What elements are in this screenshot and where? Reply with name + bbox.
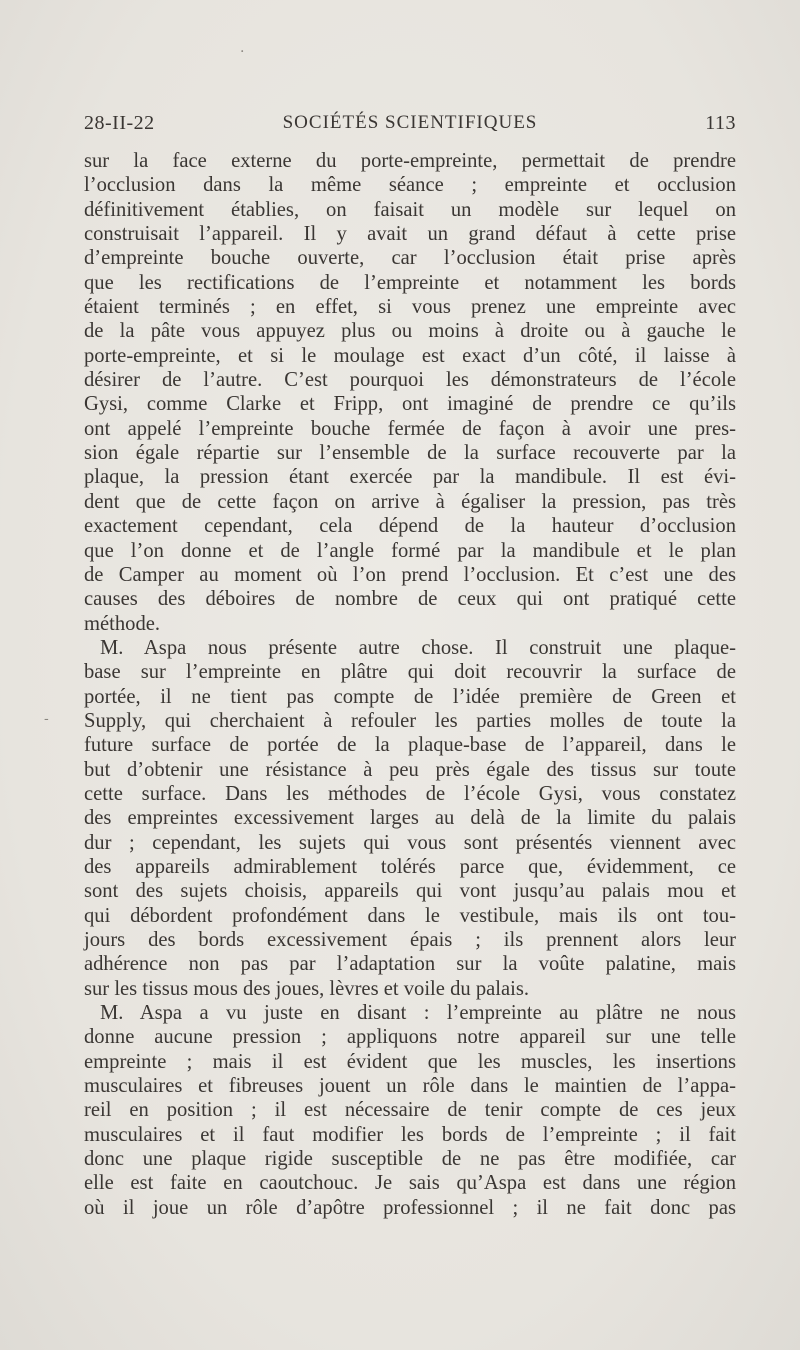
text-line: où il joue un rôle d’apôtre professionnel ; il ne fait donc pas [84, 1196, 736, 1219]
text-line: base sur l’empreinte en plâtre qui doit recouvrir la surface de [84, 661, 736, 684]
text-line: méthode. [84, 612, 161, 635]
text-line: d’empreinte bouche ouverte, car l’occlusion était prise après [84, 247, 736, 270]
header-title: SOCIÉTÉS SCIENTIFIQUES [282, 112, 538, 133]
text-line: des appareils admirablement tolérés parce que, évidemment, ce [84, 855, 736, 878]
text-line: reil en position ; il est nécessaire de tenir compte de ces jeux [84, 1099, 736, 1122]
text-line: l’occlusion dans la même séance ; empreinte et occlusion [84, 174, 736, 197]
text-line: de Camper au moment où l’on prend l’occlusion. Et c’est une des [84, 563, 736, 586]
text-line: plaque, la pression étant exercée par la mandibule. Il est évi- [84, 466, 736, 489]
page-number: 113 [705, 112, 736, 134]
text-line: causes des déboires de nombre de ceux qui ont pratiqué cette [84, 588, 736, 611]
text-line: adhérence non pas par l’adaptation sur la voûte palatine, mais [84, 953, 736, 976]
text-line: but d’obtenir une résistance à peu près égale des tissus sur toute [84, 758, 736, 781]
text-line: empreinte ; mais il est évident que les muscles, les insertions [84, 1050, 736, 1073]
text-line: étaient terminés ; en effet, si vous prenez une empreinte avec [84, 296, 736, 319]
speck-mark: - [44, 711, 49, 727]
text-line: portée, il ne tient pas compte de l’idée première de Green et [84, 685, 736, 708]
text-line: elle est faite en caoutchouc. Je sais qu’Aspa est dans une région [84, 1172, 736, 1195]
text-line: sur les tissus mous des joues, lèvres et voile du palais. [84, 977, 529, 1000]
text-line: définitivement établies, on faisait un modèle sur lequel on [84, 198, 736, 221]
running-header [84, 112, 736, 138]
text-line: porte-empreinte, et si le moulage est exact d’un côté, il laisse à [84, 344, 736, 367]
text-line: ont appelé l’empreinte bouche fermée de façon à avoir une pres- [84, 417, 736, 440]
text-line: Supply, qui cherchaient à refouler les parties molles de toute la [84, 709, 736, 732]
text-line: désirer de l’autre. C’est pourquoi les démonstrateurs de l’école [84, 369, 736, 392]
text-line: donc une plaque rigide susceptible de ne pas être modifiée, car [84, 1148, 736, 1171]
text-line: musculaires et fibreuses jouent un rôle dans le maintien de l’appa- [84, 1075, 736, 1098]
text-line: jours des bords excessivement épais ; ils prennent alors leur [84, 929, 736, 951]
text-line: musculaires et il faut modifier les bords de l’empreinte ; il fait [84, 1123, 736, 1146]
text-line: donne aucune pression ; appliquons notre appareil sur une telle [84, 1026, 736, 1049]
text-line: que l’on donne et de l’angle formé par la mandibule et le plan [84, 539, 736, 562]
text-line: de la pâte vous appuyez plus ou moins à droite ou à gauche le [84, 320, 736, 343]
text-line: cette surface. Dans les méthodes de l’école Gysi, vous constatez [84, 782, 736, 805]
text-line: dent que de cette façon on arrive à égaliser la pression, pas très [84, 490, 736, 513]
text-line: future surface de portée de la plaque-base de l’appareil, dans le [84, 734, 736, 757]
text-line: que les rectifications de l’empreinte et notamment les bords [84, 271, 736, 294]
text-line: construisait l’appareil. Il y avait un grand défaut à cette prise [84, 223, 736, 246]
text-line: M. Aspa a vu juste en disant : l’empreinte au plâtre ne nous [100, 1002, 736, 1025]
text-line: des empreintes excessivement larges au delà de la limite du palais [84, 807, 736, 830]
body-text [84, 149, 736, 1220]
text-line: sont des sujets choisis, appareils qui vont jusqu’au palais mou et [84, 880, 736, 903]
text-line: dur ; cependant, les sujets qui vous sont présentés viennent avec [84, 831, 736, 854]
text-line: exactement cependant, cela dépend de la hauteur d’occlusion [84, 515, 736, 538]
text-line: sion égale répartie sur l’ensemble de la surface recouverte par la [84, 442, 736, 465]
speck-mark: · [240, 44, 245, 60]
text-line: sur la face externe du porte-empreinte, permettait de prendre [84, 150, 736, 172]
text-line: qui débordent profondément dans le vestibule, mais ils ont tou- [84, 904, 736, 927]
text-line: Gysi, comme Clarke et Fripp, ont imaginé de prendre ce qu’ils [84, 393, 736, 416]
text-line: M. Aspa nous présente autre chose. Il construit une plaque- [100, 636, 736, 659]
header-date: 28-II-22 [84, 112, 155, 134]
